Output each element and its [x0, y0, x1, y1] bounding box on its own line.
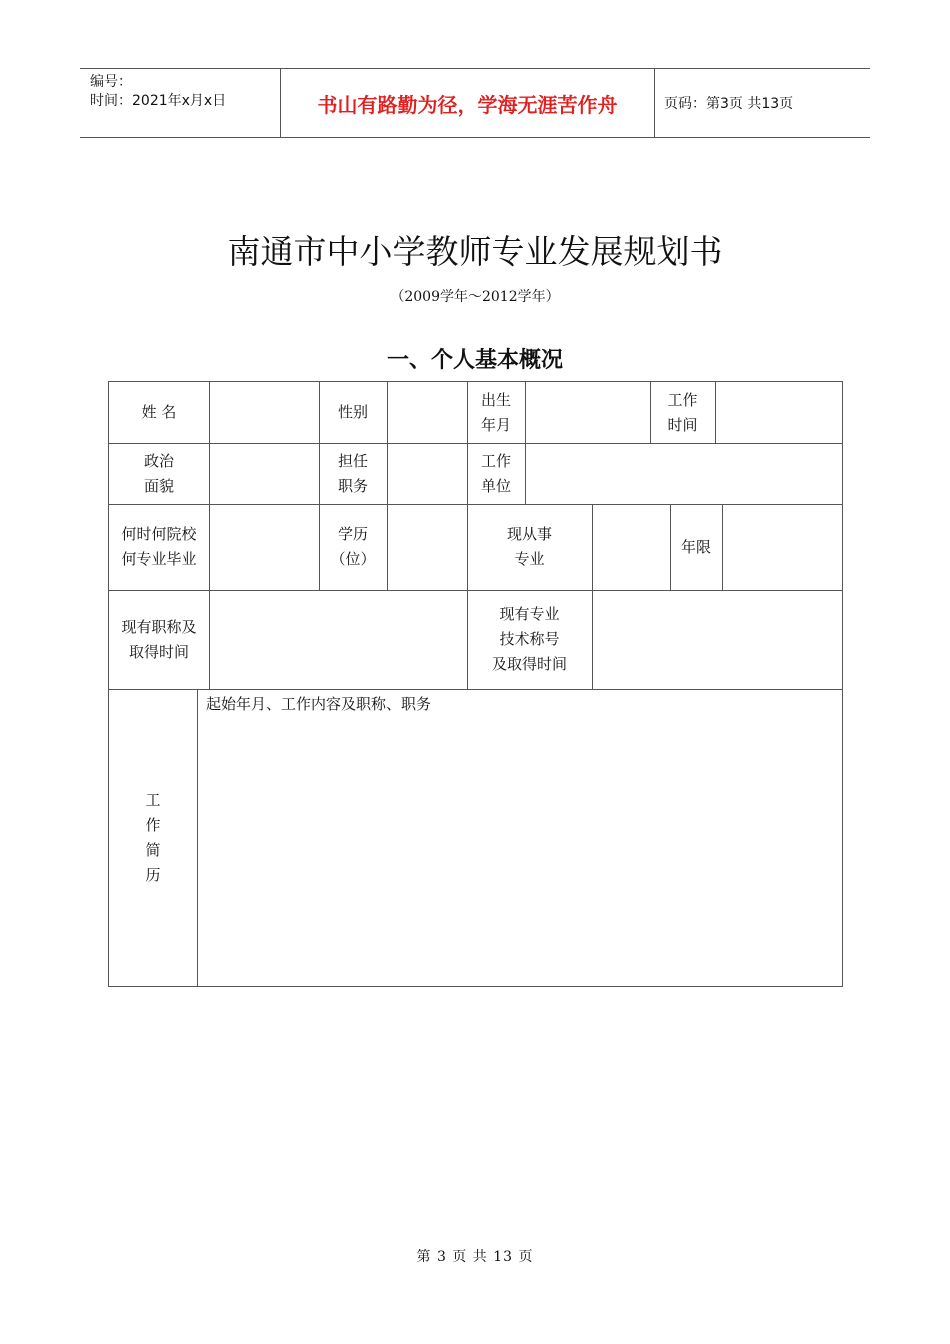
- input-name[interactable]: [209, 382, 319, 443]
- page-header: [80, 68, 870, 138]
- label-tech-title-line3: 及取得时间: [491, 655, 567, 673]
- label-work-resume-char2: 作: [145, 815, 161, 834]
- input-graduation[interactable]: [209, 504, 319, 590]
- label-graduation: [109, 504, 209, 590]
- input-political[interactable]: [209, 443, 319, 504]
- input-years[interactable]: [722, 504, 842, 590]
- input-work-resume[interactable]: [197, 689, 842, 986]
- page-footer: 第 3 页 共 13 页: [416, 1249, 534, 1265]
- label-years: 年限: [680, 537, 711, 556]
- label-unit-line1: 工作: [480, 451, 511, 470]
- header-page-info: 页码：第3页 共13页: [664, 96, 794, 112]
- input-unit[interactable]: [525, 443, 842, 504]
- label-unit-line2: 单位: [480, 476, 511, 495]
- label-birth: [467, 382, 525, 443]
- label-position-line1: 担任: [337, 451, 368, 470]
- label-major-line2: 专业: [514, 550, 545, 568]
- label-worktime: [650, 382, 715, 443]
- label-degree-line1: 学历: [337, 525, 368, 543]
- personal-info-form: [108, 381, 843, 987]
- work-resume-hint: 起始年月、工作内容及职称、职务: [206, 695, 432, 713]
- label-tech-title-line1: 现有专业: [499, 605, 560, 623]
- label-work-resume-char1: 工: [145, 790, 161, 809]
- label-position: [319, 443, 387, 504]
- input-tech-title[interactable]: [592, 590, 842, 689]
- label-professional-title-line2: 取得时间: [128, 642, 189, 661]
- label-degree-line2: （位）: [330, 550, 376, 568]
- input-birth[interactable]: [525, 382, 650, 443]
- label-work-resume-char3: 简: [145, 840, 161, 859]
- label-political-line1: 政治: [143, 451, 174, 470]
- header-time: 时间：2021年x月x日: [90, 93, 227, 109]
- label-tech-title: [467, 590, 592, 689]
- label-political-line2: 面貌: [143, 476, 174, 495]
- label-professional-title-line1: 现有职称及: [121, 617, 197, 636]
- header-motto: 书山有路勤为径，学海无涯苦作舟: [281, 69, 655, 137]
- input-position[interactable]: [387, 443, 467, 504]
- label-degree: [319, 504, 387, 590]
- label-major-line1: 现从事: [506, 525, 552, 543]
- document-title: 南通市中小学教师专业发展规划书: [227, 232, 723, 271]
- label-worktime-line1: 工作: [667, 390, 698, 409]
- label-unit: [467, 443, 525, 504]
- label-political: [109, 443, 209, 504]
- label-worktime-line2: 时间: [667, 415, 698, 434]
- label-gender: 性别: [337, 403, 368, 421]
- label-major: [467, 504, 592, 590]
- label-birth-line1: 出生: [480, 390, 511, 409]
- label-work-resume-char4: 历: [145, 865, 161, 884]
- label-graduation-line1: 何时何院校: [121, 525, 197, 543]
- label-work-resume: [109, 689, 197, 986]
- label-graduation-line2: 何专业毕业: [121, 550, 197, 568]
- section-title: 一、个人基本概况: [386, 347, 563, 373]
- input-gender[interactable]: [387, 382, 467, 443]
- label-birth-line2: 年月: [480, 415, 511, 434]
- label-name: 姓 名: [141, 403, 177, 421]
- header-number: 编号：: [90, 74, 132, 90]
- document-subtitle: （2009学年～2012学年）: [390, 289, 560, 305]
- label-professional-title: [109, 590, 209, 689]
- input-worktime[interactable]: [715, 382, 842, 443]
- label-tech-title-line2: 技术称号: [499, 630, 560, 648]
- label-position-line2: 职务: [337, 476, 368, 495]
- input-major[interactable]: [592, 504, 670, 590]
- input-professional-title[interactable]: [209, 590, 467, 689]
- input-degree[interactable]: [387, 504, 467, 590]
- header-meta: [80, 69, 281, 137]
